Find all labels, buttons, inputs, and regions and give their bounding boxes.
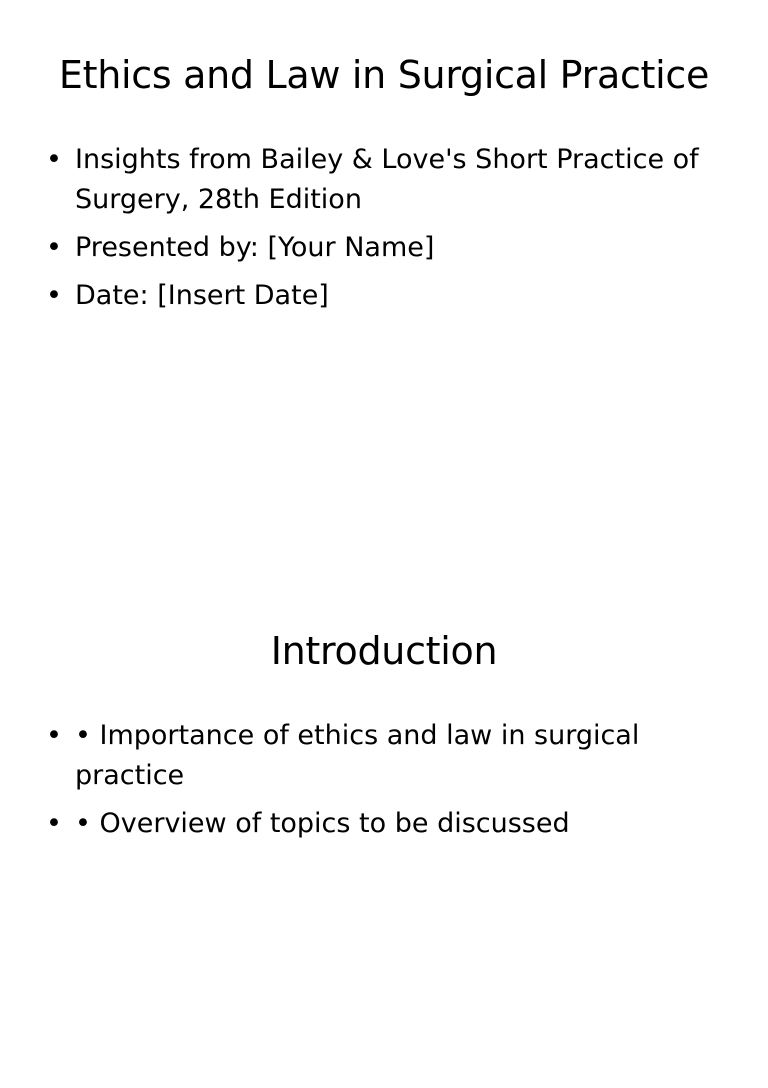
bullet-text: Date: [Insert Date] bbox=[75, 280, 329, 311]
bullet-text: • Importance of ethics and law in surgical practice bbox=[75, 720, 640, 791]
bullet-text: • Overview of topics to be discussed bbox=[75, 808, 570, 839]
bullet-icon: • bbox=[46, 808, 62, 839]
bullet-icon: • bbox=[46, 720, 62, 751]
bullet-text: Presented by: [Your Name] bbox=[75, 232, 435, 263]
bullet-item bbox=[0, 716, 768, 796]
slide-title-slide bbox=[0, 0, 768, 512]
slide-introduction bbox=[0, 576, 768, 1088]
bullet-icon: • bbox=[46, 232, 62, 263]
slide-title: Introduction bbox=[270, 629, 498, 673]
bullet-icon: • bbox=[46, 144, 62, 175]
bullet-item bbox=[0, 804, 768, 844]
bullet-list bbox=[0, 716, 768, 852]
bullet-icon: • bbox=[46, 280, 62, 311]
bullet-item bbox=[0, 140, 768, 220]
bullet-item bbox=[0, 228, 768, 268]
bullet-item bbox=[0, 276, 768, 316]
slide-title: Ethics and Law in Surgical Practice bbox=[58, 53, 710, 97]
bullet-list bbox=[0, 140, 768, 324]
bullet-text: Insights from Bailey & Love's Short Practice of Surgery, 28th Edition bbox=[75, 144, 699, 215]
